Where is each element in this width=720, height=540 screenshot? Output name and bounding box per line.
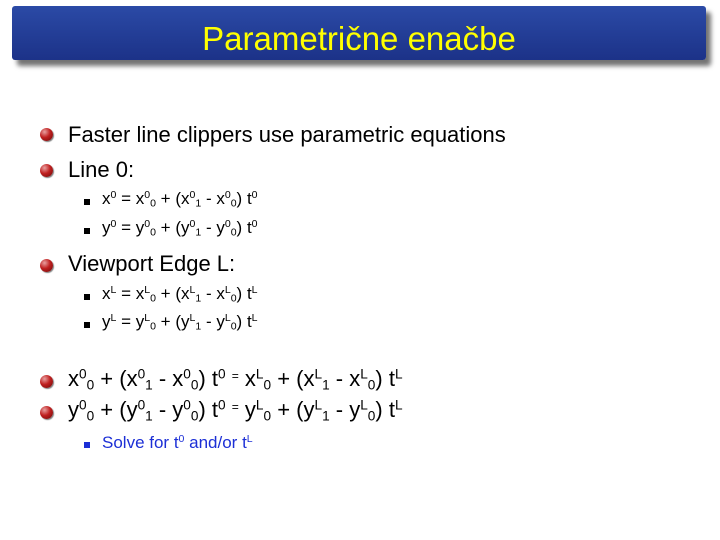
bullet-text: Viewport Edge L: <box>68 251 236 276</box>
title-bar <box>12 6 706 60</box>
bullet-marker <box>40 406 53 419</box>
equation-yL: $y^L = y^L_0 + (y^L_1 - y^L_0)$ $t^L$ <box>102 312 258 333</box>
page-title: Parametrične enačbe <box>202 20 516 57</box>
solve-note: Solve for $t^0$ and/or $t^L$ <box>102 433 253 452</box>
equation-y0: $y^0 = y^0_0 + (y^0_1 - y^0_0)$ $t^0$ <box>102 218 258 239</box>
equation-y-combined: $y^0_0 + (y^0_1 - y^0_0)$ $t^0$ = $y^L_0 + (y^L_1 - y^L_0)$ $t^L$ <box>68 397 403 424</box>
equation-x0: $x^0 = x^0_0 + (x^0_1 - x^0_0)$ $t^0$ <box>102 189 258 210</box>
bullet-marker <box>40 128 53 141</box>
bullet-marker <box>40 259 53 272</box>
bullet-marker <box>40 164 53 177</box>
sub-bullet-marker <box>84 442 90 448</box>
bullet-text: Line 0: <box>68 157 135 182</box>
bullet-marker <box>40 375 53 388</box>
equation-x-combined: $x^0_0 + (x^0_1 - x^0_0)$ $t^0$ = $x^L_0 + (x^L_1 - x^L_0)$ $t^L$ <box>68 366 403 393</box>
sub-bullet-marker <box>84 322 90 328</box>
equation-xL: $x^L = x^L_0 + (x^L_1 - x^L_0)$ $t^L$ <box>102 284 258 305</box>
sub-bullet-marker <box>84 228 90 234</box>
sub-bullet-marker <box>84 294 90 300</box>
bullet-text: Faster line clippers use parametric equations <box>68 122 506 147</box>
sub-bullet-marker <box>84 199 90 205</box>
